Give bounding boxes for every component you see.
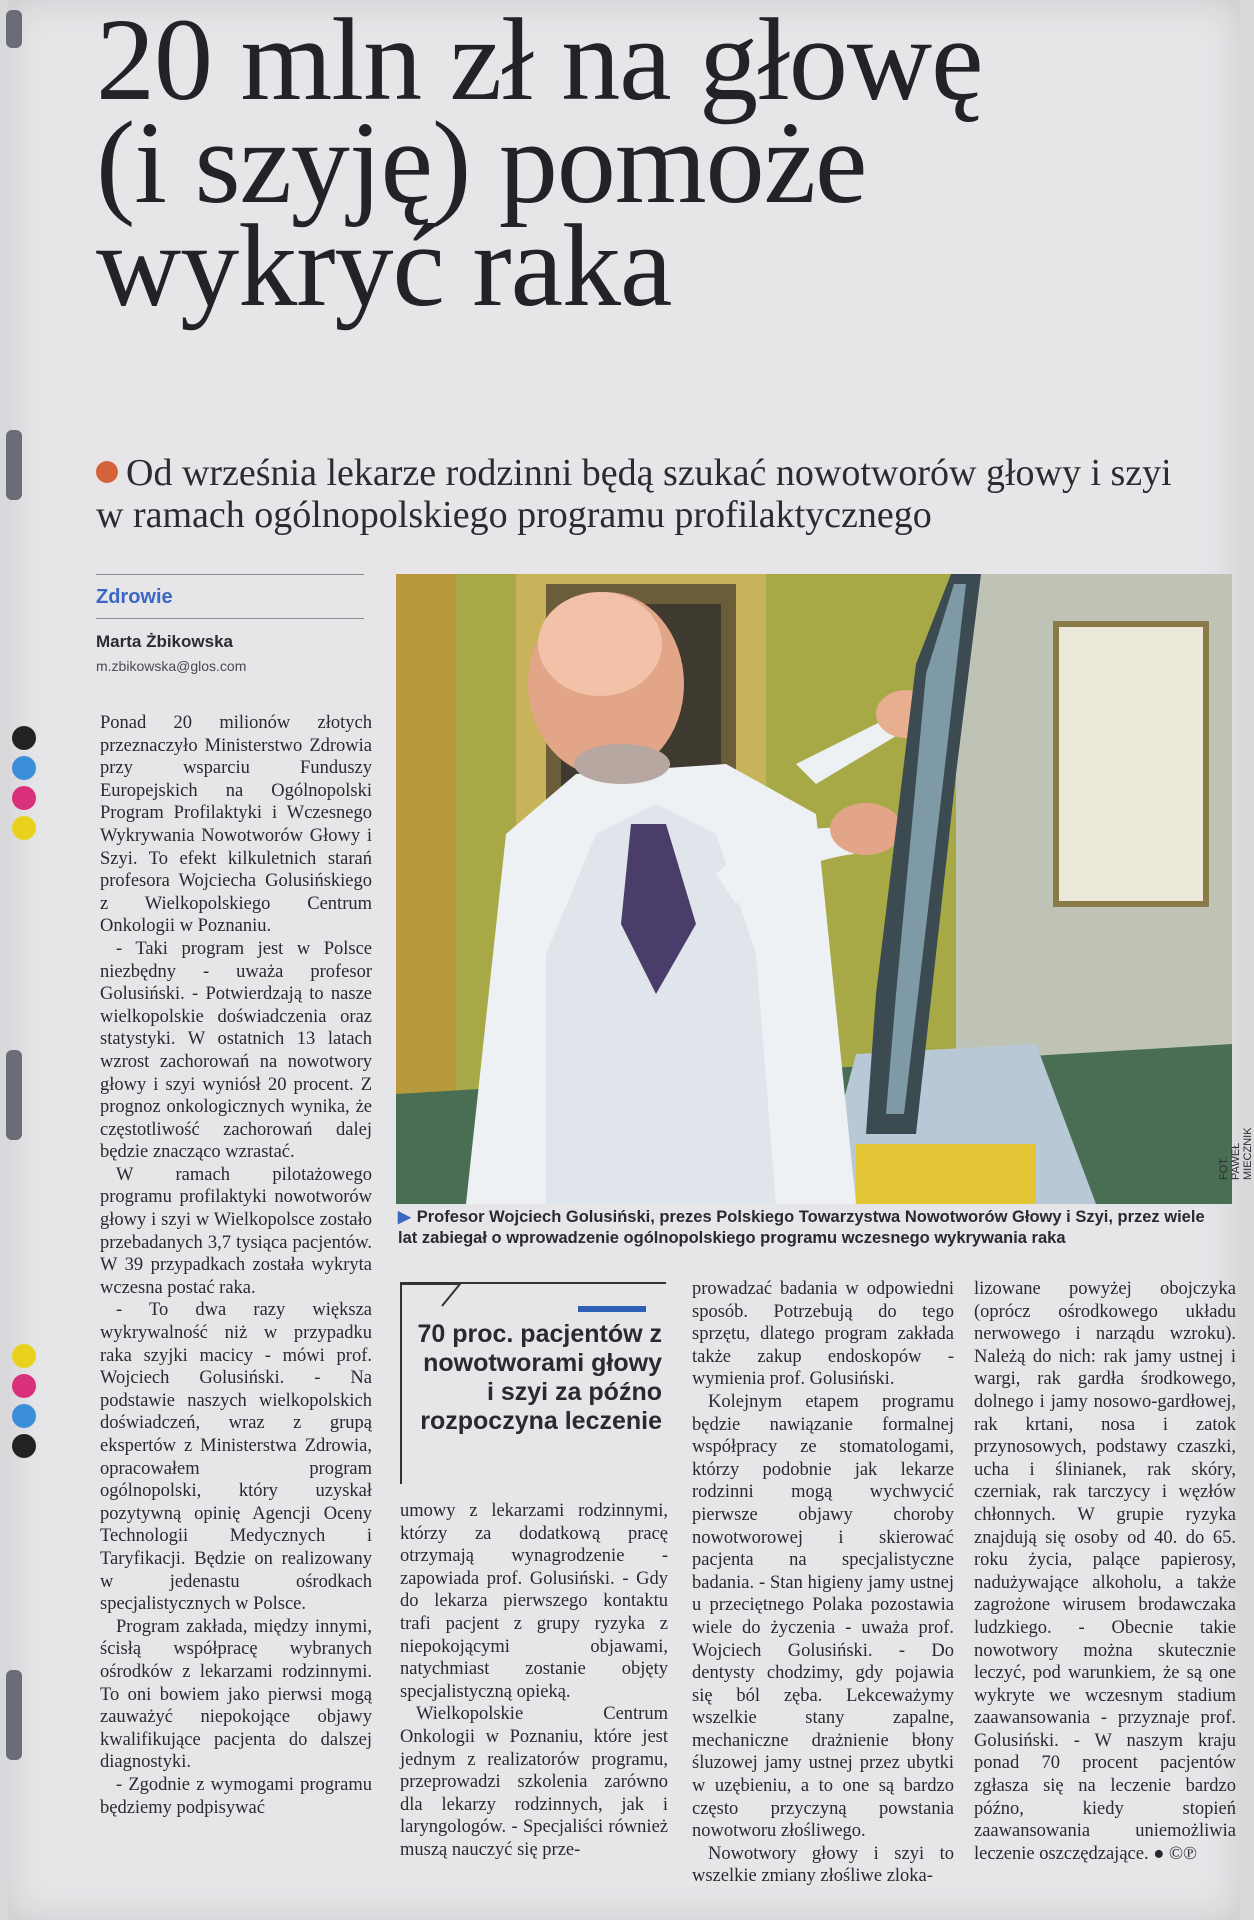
article-column-4 <box>974 1278 1236 1865</box>
bullet-icon <box>96 461 118 483</box>
paragraph: W ramach pilotażowego programu profilaktyki nowotworów głowy i szyi w Wielkopolsce zostało przebadanych 3,7 tysiąca pacjentów. W 39 przypadkach została wykryta wczesna postać raka. <box>100 1164 372 1298</box>
article-column-3 <box>692 1278 954 1888</box>
article-column-2 <box>400 1500 668 1862</box>
paragraph: lizowane powyżej obojczyka (oprócz ośrodkowego układu nerwowego i narządu wzroku). Należą do nich: rak jamy ustnej i wargi, rak gardła środkowego, dolnego i jamy nosowo-gardłowej, rak krtani, nosa i zatok przynosowych, podstawy czaszki, ucha i ślinianek, rak skóry, czerniak, rak tarczycy i węzłów chłonnych. W grupie ryzyka znajdują się osoby od 40. do 65. roku życia, palące papierosy, nadużywające alkoholu, a także zagrożone wirusem brodawczaka ludzkiego. - Obecnie takie nowotwory można skutecznie leczyć, pod warunkiem, że są one wykryte we wczesnym stadium zaawansowania - przyznaje prof. Golusiński. - W naszym kraju ponad 70 procent pacjentów zgłasza się na leczenie bardzo późno, kiedy stopień zaawansowania uniemożliwia leczenie oszczędzające. ● ©℗ <box>974 1279 1236 1864</box>
binding-tab <box>6 430 22 500</box>
paragraph: - Taki program jest w Polsce niezbędny - uważa profesor Golusiński. - Potwierdzają to nasze wielkopolskie doświadczenia oraz statystyki. W ostatnich 13 latach wzrost zachorowań na nowotwory głowy i szyi wyniósł 20 procent. Z prognoz onkologicznych wynika, że częstotliwość zachorowań dalej będzie znacząco wzrastać. <box>100 938 372 1163</box>
headline-line: (i szyję) pomoże <box>96 97 867 228</box>
binding-tab <box>6 1050 22 1140</box>
binding-tab <box>6 10 22 48</box>
paragraph: - To dwa razy większa wykrywalność niż w przypadku raka szyjki macicy - mówi prof. Wojciech Golusiński. - Na podstawie naszych wielkopolskich doświadczeń, wraz z grupą ekspertów z Ministerstwa Zdrowia, opracowałem program ogólnopolski, który uzyskał pozytywną opinię Agencji Oceny Technologii Medycznych i Taryfikacji. Będzie on realizowany w jedenastu ośrodkach specjalistycznych w Polsce. <box>100 1300 372 1615</box>
caption-text: Profesor Wojciech Golusiński, prezes Polskiego Towarzystwa Nowotworów Głowy i Szyi, przez wiele lat zabiegał o wprowadzenie ogólnopolskiego programu wczesnego wykrywania raka <box>398 1208 1205 1247</box>
triangle-right-icon: ▶ <box>398 1208 411 1226</box>
quote-text: 70 proc. pacjentów z nowotworami głowy i szyi za późno rozpoczyna leczenie <box>417 1320 662 1435</box>
paragraph: - Zgodnie z wymogami programu będziemy podpisywać <box>100 1774 372 1818</box>
paragraph: Nowotwory głowy i szyi to wszelkie zmiany złośliwe zloka- <box>692 1843 954 1887</box>
registration-dot <box>12 1344 36 1368</box>
divider <box>96 618 364 619</box>
paragraph: Wielkopolskie Centrum Onkologii w Poznaniu, które jest jednym z realizatorów programu, przeprowadzi szkolenia zarówno dla lekarzy rodzinnych, jak i laryngologów. - Specjaliści również muszą nauczyć się prze- <box>400 1704 668 1860</box>
article-column-1 <box>100 712 372 1819</box>
quote-accent-bar <box>578 1306 646 1312</box>
lead-paragraph <box>96 452 1206 536</box>
divider <box>96 574 364 575</box>
lead-text: Od września lekarze rodzinni będą szukać nowotworów głowy i szyi w ramach ogólnopolskiego programu profilaktycznego <box>96 452 1172 536</box>
paragraph: Program zakłada, między innymi, ścisłą współpracę wybranych ośrodków z lekarzami rodzinnymi. To oni bowiem jako pierwsi mogą zauważyć niepokojące objawy kwalifikujące pacjenta do dalszej diagnostyki. <box>100 1616 372 1773</box>
author-email: m.zbikowska@glos.com <box>96 658 247 674</box>
binding-tab <box>6 1670 22 1760</box>
registration-dot <box>12 816 36 840</box>
photo-caption <box>398 1207 1208 1249</box>
paragraph: prowadzać badania w odpowiedni sposób. Potrzebują do tego sprzętu, dlatego program zakłada także zakup endoskopów - wymienia prof. Golusiński. <box>692 1279 954 1390</box>
paragraph: Kolejnym etapem programu będzie nawiązanie formalnej współpracy ze stomatologami, którzy podobnie jak lekarze rodzinni mogą wychwycić pierwsze objawy choroby nowotworowej i skierować pacjenta na specjalistyczne badania. - Stan higieny jamy ustnej u przeciętnego Polaka pozostawia wiele do życzenia - uważa prof. Wojciech Golusiński. - Do dentysty chodzimy, gdy pojawia się ból zęba. Lekceważymy wszelkie stany zapalne, mechaniczne drażnienie błony śluzowej jamy ustnej przez ubytki w uzębieniu, a to one są bardzo często przyczyną powstania nowotworu złośliwego. <box>692 1391 954 1842</box>
headline-line: 20 mln zł na głowę <box>96 0 983 125</box>
article-photo <box>396 574 1232 1204</box>
registration-dot <box>12 756 36 780</box>
professor-photo-illustration <box>396 574 1232 1204</box>
section-label: Zdrowie <box>96 586 173 608</box>
pull-quote <box>400 1282 666 1484</box>
registration-dot <box>12 786 36 810</box>
paragraph: umowy z lekarzami rodzinnymi, którzy za dodatkową pracę otrzymają wynagrodzenie - zapowiada prof. Golusiński. - Gdy do lekarza pierwszego kontaktu trafi pacjent z grupy ryzyka z niepokojącymi objawami, natychmiast zostanie objęty specjalistyczną opieką. <box>400 1501 668 1702</box>
photo-credit: FOT. PAWEŁ MIECZNIK <box>1218 1127 1254 1180</box>
headline <box>96 0 1216 331</box>
quote-notch-icon <box>402 1284 460 1324</box>
author-name: Marta Żbikowska <box>96 632 233 651</box>
registration-dot <box>12 726 36 750</box>
registration-dot <box>12 1404 36 1428</box>
headline-line: wykryć raka <box>96 200 672 331</box>
registration-dot <box>12 1434 36 1458</box>
registration-marks-bottom <box>12 1344 36 1464</box>
registration-marks-top <box>12 726 36 846</box>
registration-dot <box>12 1374 36 1398</box>
paragraph: Ponad 20 milionów złotych przeznaczyło Ministerstwo Zdrowia przy wsparciu Funduszy Europejskich na Ogólnopolski Program Profilaktyki i Wczesnego Wykrywania Nowotworów Głowy i Szyi. To efekt kilkuletnich starań profesora Wojciecha Golusińskiego z Wielkopolskiego Centrum Onkologii w Poznaniu. <box>100 713 372 937</box>
